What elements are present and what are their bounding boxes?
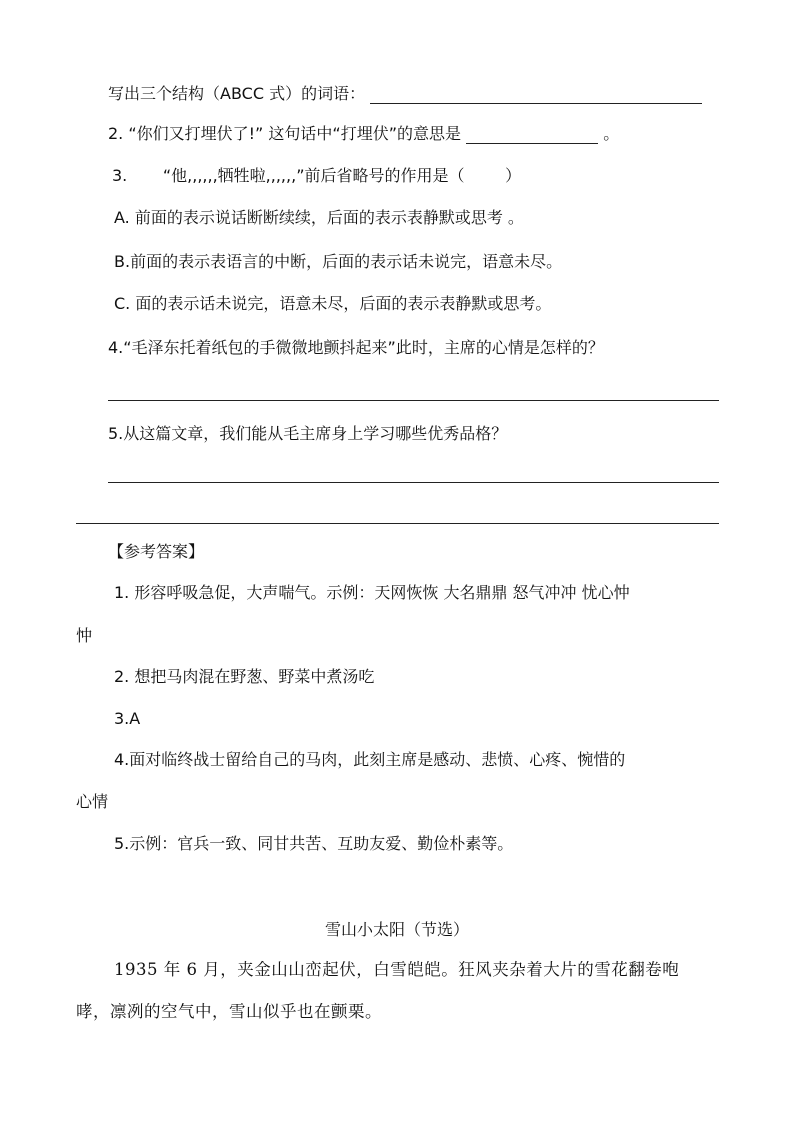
question-2-suffix: 。 xyxy=(603,124,620,143)
question-1-text: 写出三个结构（ABCC 式）的词语： xyxy=(108,84,366,103)
question-4-answer-line[interactable] xyxy=(108,400,719,401)
answer-3: 3.A xyxy=(114,709,141,728)
question-3-option-b: B.前面的表示表语言的中断，后面的表示话未说完，语意未尽。 xyxy=(114,252,563,271)
section-divider xyxy=(76,523,719,524)
question-5: 5.从这篇文章，我们能从毛主席身上学习哪些优秀品格？ xyxy=(108,424,508,443)
answers-heading: 【参考答案】 xyxy=(108,542,205,561)
passage-line-1: 1935 年 6 月，夹金山山峦起伏，白雪皑皑。狂风夹杂着大片的雪花翻卷咆 xyxy=(114,960,680,979)
question-3: 3. “他,,,,,,牺牲啦,,,,,,”前后省略号的作用是（ ） xyxy=(112,166,522,185)
answer-5: 5.示例：官兵一致、同甘共苦、互助友爱、勤俭朴素等。 xyxy=(114,834,514,853)
answer-4-line-1: 4.面对临终战士留给自己的马肉，此刻主席是感动、悲愤、心疼、惋惜的 xyxy=(114,750,626,769)
question-1-answer-blank[interactable] xyxy=(370,85,702,104)
question-5-answer-line[interactable] xyxy=(108,482,719,483)
answer-1-line-2: 忡 xyxy=(76,626,93,645)
passage-line-2: 哮，凛冽的空气中，雪山似乎也在颤栗。 xyxy=(76,1002,382,1021)
answer-1-line-1: 1. 形容呼吸急促，大声喘气。示例：天网恢恢 大名鼎鼎 怒气冲冲 忧心忡 xyxy=(114,583,630,602)
question-1-tail xyxy=(108,84,702,104)
question-3-option-c: C. 面的表示话未说完，语意未尽，后面的表示表静默或思考。 xyxy=(114,294,552,313)
passage-title: 雪山小太阳（节选） xyxy=(324,920,469,939)
question-2-answer-blank[interactable] xyxy=(466,125,598,144)
question-2 xyxy=(108,124,619,144)
answer-2: 2. 想把马肉混在野葱、野菜中煮汤吃 xyxy=(114,667,375,686)
question-2-text: 2. “你们又打埋伏了!” 这句话中“打埋伏”的意思是 xyxy=(108,124,462,143)
answer-4-line-2: 心情 xyxy=(76,792,109,811)
question-3-option-a: A. 前面的表示说话断断续续，后面的表示表静默或思考 。 xyxy=(114,208,524,227)
question-4: 4.“毛泽东托着纸包的手微微地颤抖起来”此时，主席的心情是怎样的？ xyxy=(108,338,604,357)
